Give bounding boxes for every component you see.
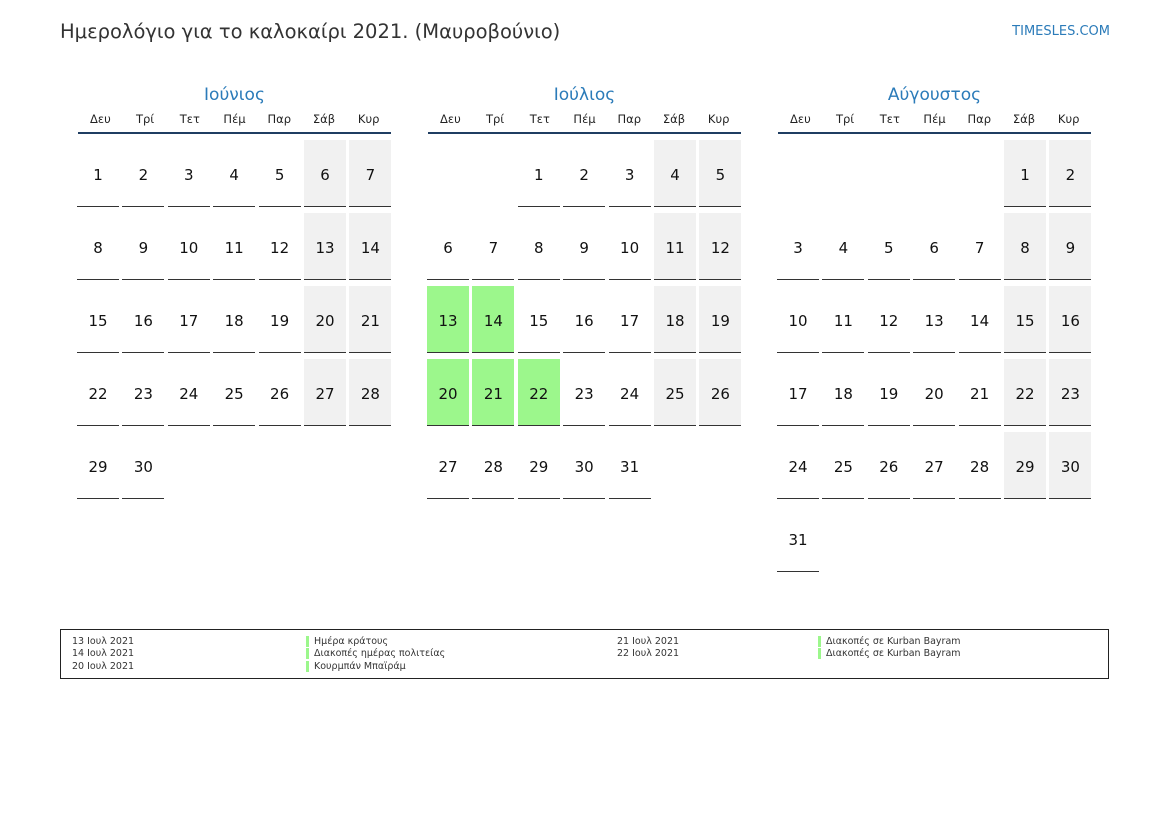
- weekday-label: Τετ: [879, 112, 900, 126]
- day-cell: 12: [259, 213, 301, 280]
- weekday-label: Σάβ: [662, 112, 686, 126]
- legend-holiday-name: Διακοπές σε Kurban Bayram: [818, 636, 961, 647]
- day-cell: 25: [822, 432, 864, 499]
- weekday-label: Τετ: [529, 112, 550, 126]
- day-cell: 21: [349, 286, 391, 353]
- weekday-label: Δευ: [89, 112, 111, 126]
- weekday-label: Παρ: [967, 112, 991, 126]
- day-cell: 17: [609, 286, 651, 353]
- day-cell: 24: [777, 432, 819, 499]
- day-cell: 24: [609, 359, 651, 426]
- day-cell: 29: [1004, 432, 1046, 499]
- day-cell: 10: [609, 213, 651, 280]
- day-cell: 18: [213, 286, 255, 353]
- weekday-label: Δευ: [789, 112, 811, 126]
- site-link[interactable]: TIMESLES.COM: [1012, 24, 1110, 39]
- legend-date: 22 Ιουλ 2021: [617, 648, 680, 659]
- day-cell: 30: [1049, 432, 1091, 499]
- day-cell: 20: [913, 359, 955, 426]
- day-cell: 3: [168, 140, 210, 207]
- weekday-label: Παρ: [267, 112, 291, 126]
- day-cell: 13: [304, 213, 346, 280]
- day-cell: 28: [349, 359, 391, 426]
- day-cell: 7: [472, 213, 514, 280]
- day-grid: [777, 134, 1092, 594]
- day-cell: 5: [699, 140, 741, 207]
- holiday-legend: [60, 629, 1109, 679]
- day-cell: 7: [349, 140, 391, 207]
- holiday-day-cell: 20: [427, 359, 469, 426]
- day-cell: 21: [959, 359, 1001, 426]
- day-cell: 22: [77, 359, 119, 426]
- day-cell: 28: [959, 432, 1001, 499]
- day-cell: 15: [1004, 286, 1046, 353]
- day-cell: 2: [122, 140, 164, 207]
- weekday-header: [778, 109, 1091, 134]
- day-cell: 15: [518, 286, 560, 353]
- day-cell: 27: [913, 432, 955, 499]
- day-cell: 18: [822, 359, 864, 426]
- day-cell: 16: [563, 286, 605, 353]
- day-cell: 16: [122, 286, 164, 353]
- weekday-label: Παρ: [617, 112, 641, 126]
- day-grid: [427, 134, 742, 594]
- day-cell: 20: [304, 286, 346, 353]
- day-cell: 2: [1049, 140, 1091, 207]
- day-cell: 1: [1004, 140, 1046, 207]
- day-cell: 29: [77, 432, 119, 499]
- weekday-label: Κυρ: [1057, 112, 1080, 126]
- day-cell: 19: [699, 286, 741, 353]
- legend-date: 21 Ιουλ 2021: [617, 636, 680, 647]
- day-cell: 16: [1049, 286, 1091, 353]
- page-title: Ημερολόγιο για το καλοκαίρι 2021. (Μαυροβούνιο): [60, 20, 561, 43]
- weekday-label: Πέμ: [223, 112, 246, 126]
- weekday-label: Τρί: [135, 112, 155, 126]
- day-cell: 4: [654, 140, 696, 207]
- month-title: Ιούνιος: [204, 85, 265, 105]
- day-cell: 14: [349, 213, 391, 280]
- day-cell: 6: [427, 213, 469, 280]
- day-cell: 26: [699, 359, 741, 426]
- day-cell: 27: [427, 432, 469, 499]
- weekday-label: Πέμ: [923, 112, 946, 126]
- weekday-label: Τετ: [179, 112, 200, 126]
- day-cell: 19: [868, 359, 910, 426]
- day-cell: 1: [77, 140, 119, 207]
- day-cell: 11: [822, 286, 864, 353]
- day-cell: 6: [304, 140, 346, 207]
- day-cell: 23: [1049, 359, 1091, 426]
- holiday-day-cell: 14: [472, 286, 514, 353]
- day-cell: 17: [168, 286, 210, 353]
- legend-holiday-name: Ημέρα κράτους: [306, 636, 388, 647]
- day-cell: 23: [563, 359, 605, 426]
- weekday-label: Τρί: [835, 112, 855, 126]
- day-cell: 11: [213, 213, 255, 280]
- day-cell: 15: [77, 286, 119, 353]
- day-cell: 4: [213, 140, 255, 207]
- legend-date: 14 Ιουλ 2021: [72, 648, 135, 659]
- day-cell: 31: [609, 432, 651, 499]
- legend-date: 20 Ιουλ 2021: [72, 661, 135, 672]
- day-cell: 9: [563, 213, 605, 280]
- day-cell: 17: [777, 359, 819, 426]
- day-cell: 25: [654, 359, 696, 426]
- day-cell: 10: [777, 286, 819, 353]
- legend-date: 13 Ιουλ 2021: [72, 636, 135, 647]
- day-cell: 31: [777, 505, 819, 572]
- weekday-label: Κυρ: [707, 112, 730, 126]
- day-cell: 13: [913, 286, 955, 353]
- legend-holiday-name: Κουρμπάν Μπαϊράμ: [306, 661, 406, 672]
- holiday-day-cell: 21: [472, 359, 514, 426]
- weekday-header: [78, 109, 391, 134]
- day-cell: 30: [122, 432, 164, 499]
- weekday-label: Σάβ: [1012, 112, 1036, 126]
- weekday-label: Τρί: [485, 112, 505, 126]
- month-calendar-august: [777, 83, 1092, 594]
- day-cell: 29: [518, 432, 560, 499]
- weekday-label: Σάβ: [312, 112, 336, 126]
- day-cell: 2: [563, 140, 605, 207]
- day-cell: 3: [777, 213, 819, 280]
- day-cell: 5: [259, 140, 301, 207]
- month-title: Αύγουστος: [887, 85, 982, 105]
- day-cell: 4: [822, 213, 864, 280]
- day-cell: 28: [472, 432, 514, 499]
- day-cell: 25: [213, 359, 255, 426]
- day-cell: 19: [259, 286, 301, 353]
- holiday-day-cell: 13: [427, 286, 469, 353]
- day-cell: 26: [868, 432, 910, 499]
- weekday-label: Δευ: [439, 112, 461, 126]
- month-title: Ιούλιος: [553, 85, 616, 105]
- day-cell: 23: [122, 359, 164, 426]
- weekday-label: Πέμ: [573, 112, 596, 126]
- legend-holiday-name: Διακοπές σε Kurban Bayram: [818, 648, 961, 659]
- day-cell: 27: [304, 359, 346, 426]
- day-cell: 11: [654, 213, 696, 280]
- day-cell: 9: [122, 213, 164, 280]
- day-cell: 8: [77, 213, 119, 280]
- day-cell: 9: [1049, 213, 1091, 280]
- day-cell: 1: [518, 140, 560, 207]
- month-calendar-july: [427, 83, 742, 594]
- day-cell: 26: [259, 359, 301, 426]
- day-cell: 3: [609, 140, 651, 207]
- day-cell: 24: [168, 359, 210, 426]
- day-cell: 8: [518, 213, 560, 280]
- day-cell: 5: [868, 213, 910, 280]
- legend-holiday-name: Διακοπές ημέρας πολιτείας: [306, 648, 445, 659]
- day-cell: 10: [168, 213, 210, 280]
- day-cell: 12: [699, 213, 741, 280]
- holiday-day-cell: 22: [518, 359, 560, 426]
- day-cell: 7: [959, 213, 1001, 280]
- day-cell: 14: [959, 286, 1001, 353]
- day-cell: 8: [1004, 213, 1046, 280]
- day-cell: 30: [563, 432, 605, 499]
- day-grid: [77, 134, 392, 594]
- day-cell: 18: [654, 286, 696, 353]
- month-calendar-june: [77, 83, 392, 594]
- weekday-label: Κυρ: [357, 112, 380, 126]
- day-cell: 6: [913, 213, 955, 280]
- day-cell: 22: [1004, 359, 1046, 426]
- day-cell: 12: [868, 286, 910, 353]
- weekday-header: [428, 109, 741, 134]
